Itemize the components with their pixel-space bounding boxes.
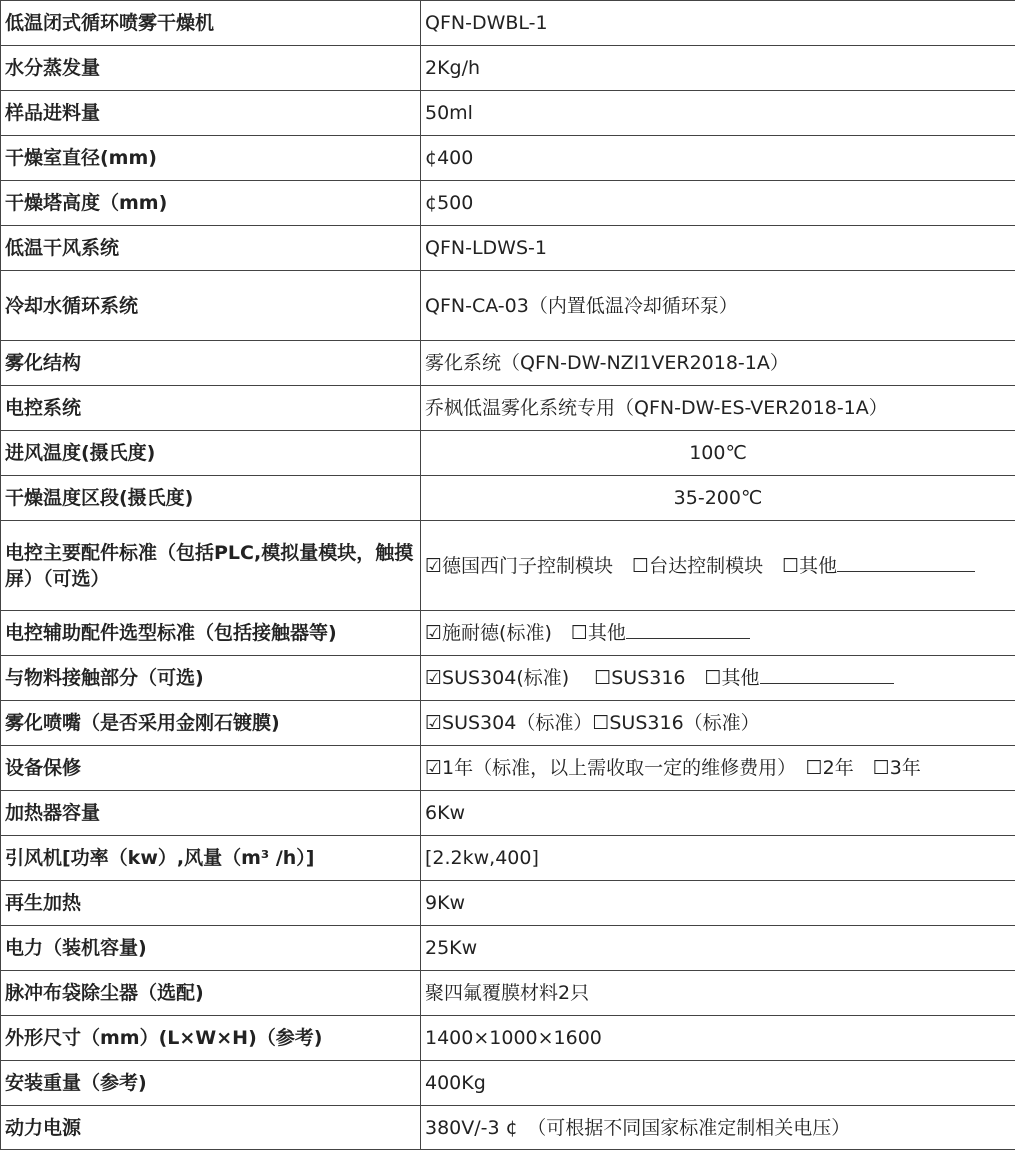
row-label: 干燥塔高度（mm) [1,181,421,226]
table-row [1,656,1015,701]
row-label: 加热器容量 [1,791,421,836]
row-value: 50ml [421,91,1015,136]
row-label: 雾化结构 [1,341,421,386]
row-value: 380V/-3 ¢ （可根据不同国家标准定制相关电压） [421,1106,1015,1150]
row-label: 电控主要配件标准（包括PLC,模拟量模块，触摸屏）（可选） [1,521,421,611]
row-label: 冷却水循环系统 [1,271,421,341]
row-label: 引风机[功率（kw）,风量（m³ /h）] [1,836,421,881]
row-label: 设备保修 [1,746,421,791]
row-value: ¢500 [421,181,1015,226]
table-row [1,791,1015,836]
row-value: QFN-DWBL-1 [421,1,1015,46]
table-row [1,521,1015,611]
row-value: [2.2kw,400] [421,836,1015,881]
table-row [1,136,1015,181]
row-label: 雾化喷嘴（是否采用金刚石镀膜) [1,701,421,746]
table-row [1,181,1015,226]
table-row [1,881,1015,926]
option-text: ☑施耐德(标准) ☐其他 [425,622,626,644]
row-label: 外形尺寸（mm）(L×W×H)（参考) [1,1016,421,1061]
row-value: 1400×1000×1600 [421,1016,1015,1061]
row-value: 9Kw [421,881,1015,926]
table-row [1,746,1015,791]
table-row [1,431,1015,476]
table-row [1,91,1015,136]
row-value: 雾化系统（QFN-DW-NZI1VER2018-1A） [421,341,1015,386]
row-label: 低温干风系统 [1,226,421,271]
row-value: ¢400 [421,136,1015,181]
row-label: 动力电源 [1,1106,421,1150]
fill-in-blank [837,553,975,572]
row-label: 电控系统 [1,386,421,431]
row-label: 水分蒸发量 [1,46,421,91]
table-row [1,226,1015,271]
table-row [1,701,1015,746]
row-label: 脉冲布袋除尘器（选配) [1,971,421,1016]
table-row [1,1106,1015,1150]
row-label: 再生加热 [1,881,421,926]
row-label: 干燥温度区段(摄氏度) [1,476,421,521]
row-value: 100℃ [421,431,1015,476]
row-value-options [421,656,1015,701]
row-value-options [421,521,1015,611]
row-label: 安装重量（参考) [1,1061,421,1106]
table-row [1,611,1015,656]
row-label: 样品进料量 [1,91,421,136]
row-value: 聚四氟覆膜材料2只 [421,971,1015,1016]
row-label: 进风温度(摄氏度) [1,431,421,476]
table-row [1,971,1015,1016]
table-row [1,271,1015,341]
row-value: QFN-CA-03（内置低温冷却循环泵） [421,271,1015,341]
row-value: 35-200℃ [421,476,1015,521]
row-value: 2Kg/h [421,46,1015,91]
row-label: 电控辅助配件选型标准（包括接触器等) [1,611,421,656]
table-row [1,46,1015,91]
table-row [1,476,1015,521]
table-row [1,926,1015,971]
row-label: 低温闭式循环喷雾干燥机 [1,1,421,46]
table-row [1,386,1015,431]
option-text: ☑德国西门子控制模块 ☐台达控制模块 ☐其他 [425,554,838,577]
row-value: ☑1年（标准，以上需收取一定的维修费用） ☐2年 ☐3年 [421,746,1015,791]
row-label: 与物料接触部分（可选) [1,656,421,701]
row-value: 25Kw [421,926,1015,971]
table-row [1,836,1015,881]
fill-in-blank [760,665,894,684]
row-value: ☑SUS304（标准）☐SUS316（标准） [421,701,1015,746]
table-row [1,1,1015,46]
row-value: QFN-LDWS-1 [421,226,1015,271]
row-label: 电力（装机容量) [1,926,421,971]
fill-in-blank [626,620,750,639]
table-row [1,1061,1015,1106]
row-value: 400Kg [421,1061,1015,1106]
option-text: ☑SUS304(标准) ☐SUS316 ☐其他 [425,667,760,689]
row-label: 干燥室直径(mm) [1,136,421,181]
table-row [1,341,1015,386]
row-value: 乔枫低温雾化系统专用（QFN-DW-ES-VER2018-1A） [421,386,1015,431]
row-value: 6Kw [421,791,1015,836]
table-row [1,1016,1015,1061]
row-value-options [421,611,1015,656]
